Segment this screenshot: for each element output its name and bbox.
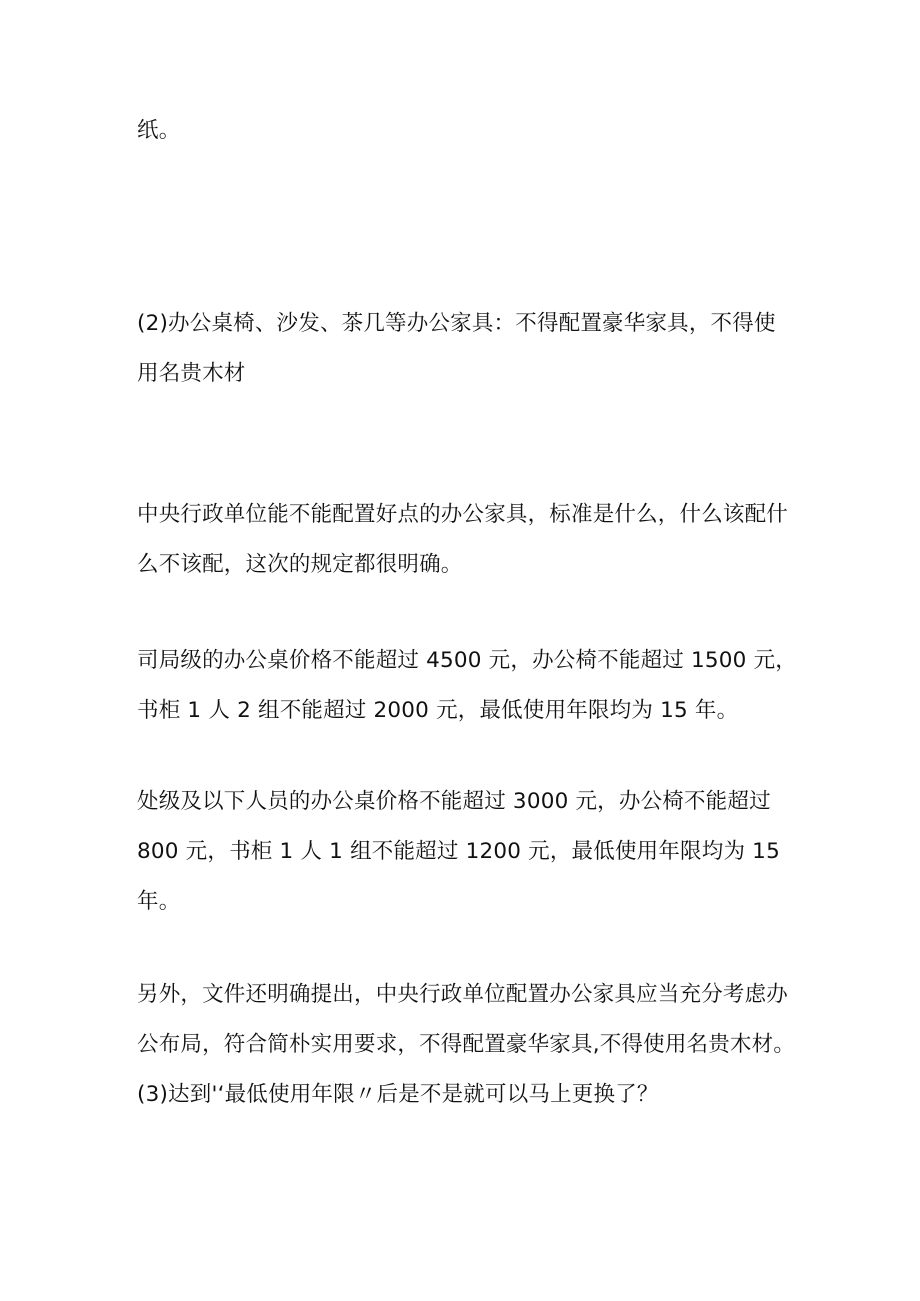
text-line: (2)办公桌椅、沙发、茶几等办公家具：不得配置豪华家具，不得使 (137, 311, 776, 336)
paragraph-bureau-level-limits (137, 636, 807, 736)
text-line: 年。 (137, 889, 181, 914)
text-line: (3)达到'‘最低使用年限〃后是不是就可以马上更换了？ (137, 1082, 659, 1107)
text-line: 么不该配，这次的规定都很明确。 (137, 552, 463, 577)
paragraph-division-level-limits (137, 777, 807, 927)
text-line: 800 元，书柜 1 人 1 组不能超过 1200 元，最低使用年限均为 15 (137, 839, 780, 864)
text-line: 另外，文件还明确提出，中央行政单位配置办公家具应当充分考虑办 (137, 982, 789, 1007)
text-line: 用名贵木材 (137, 361, 246, 386)
text-line: 书柜 1 人 2 组不能超过 2000 元，最低使用年限均为 15 年。 (137, 698, 739, 723)
text-line: 纸。 (137, 118, 181, 143)
text-line: 司局级的办公桌价格不能超过 4500 元，办公椅不能超过 1500 元， (137, 648, 797, 673)
paragraph-additional-requirements (137, 970, 807, 1120)
paragraph-standards-intro (137, 490, 807, 590)
text-line: 公布局，符合简朴实用要求，不得配置豪华家具,不得使用名贵木材。 (137, 1032, 796, 1057)
paragraph-item-2-office-furniture (137, 299, 807, 399)
paragraph-continuation (137, 106, 807, 156)
text-line: 处级及以下人员的办公桌价格不能超过 3000 元，办公椅不能超过 (137, 789, 771, 814)
text-line: 中央行政单位能不能配置好点的办公家具，标准是什么，什么该配什 (137, 502, 789, 527)
